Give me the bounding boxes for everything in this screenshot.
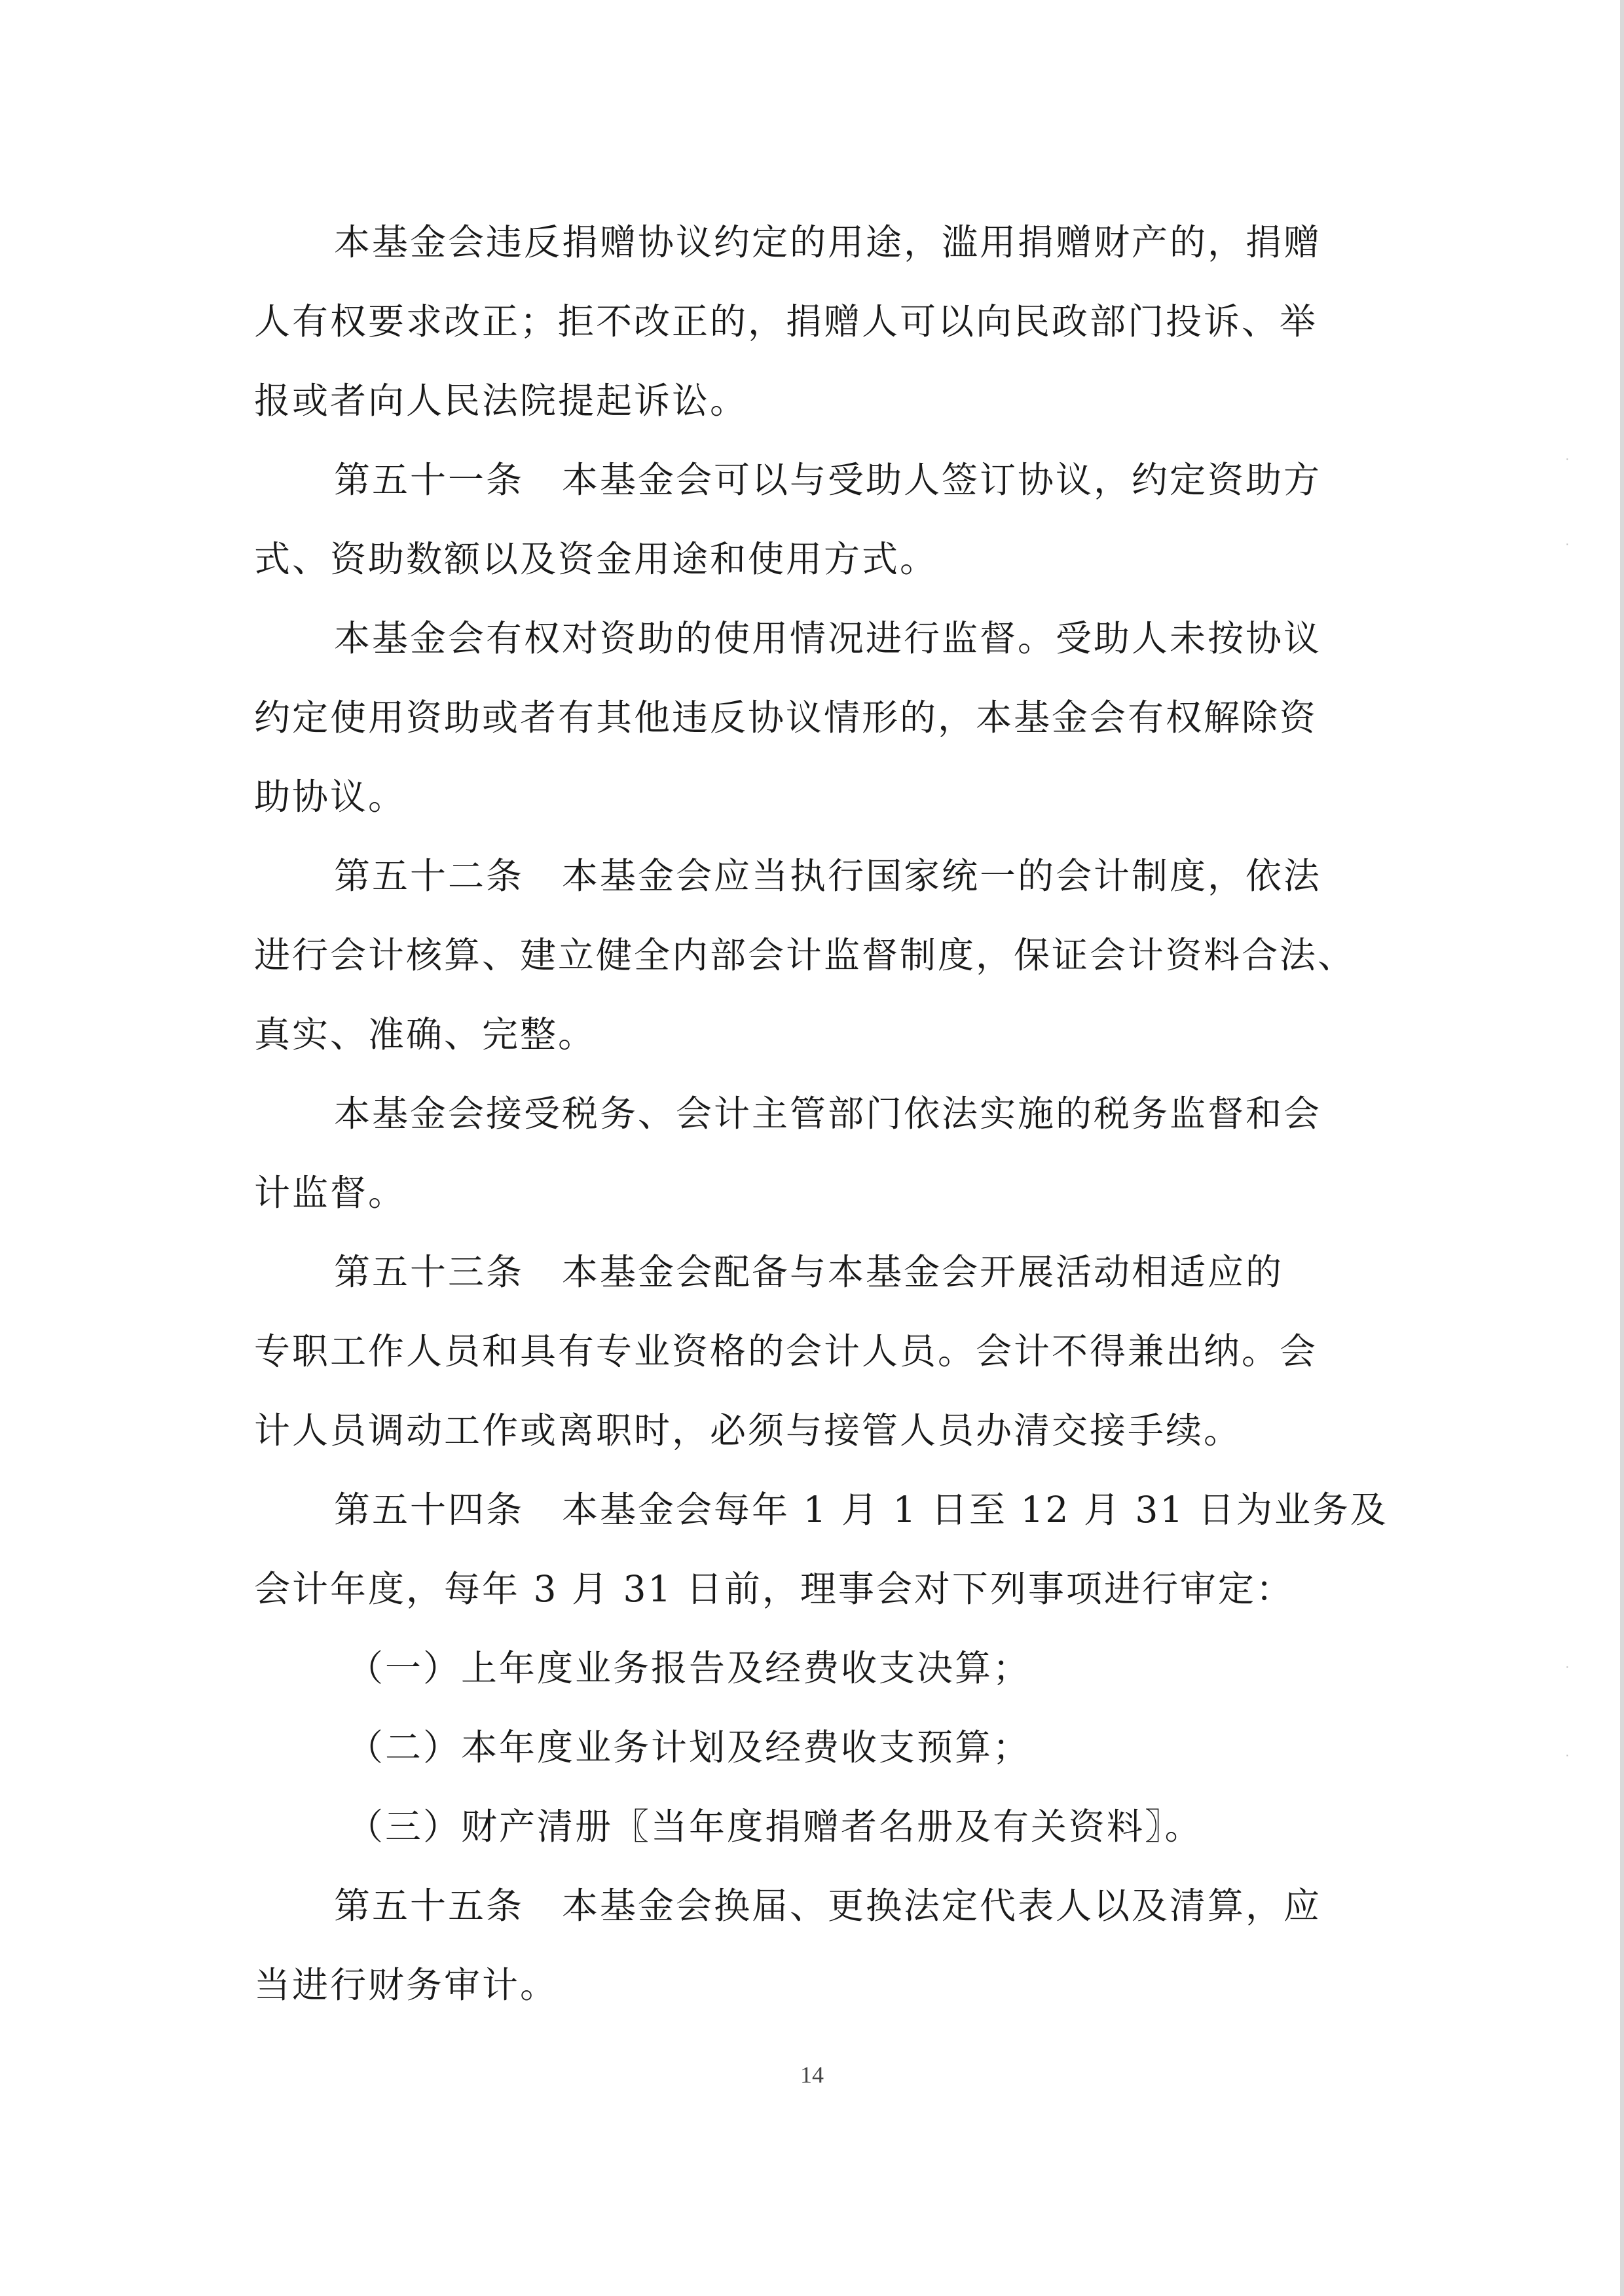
page-number: 14 [800,2062,824,2088]
document-body [254,203,1388,2025]
paragraph-line: 计监督。 [254,1172,407,1214]
article-55-line: 第五十五条 本基金会换届、更换法定代表人以及清算，应 [334,1885,1322,1927]
paragraph-line: 计人员调动工作或离职时，必须与接管人员办清交接手续。 [254,1410,1242,1451]
paragraph-line: 专职工作人员和具有专业资格的会计人员。会计不得兼出纳。会 [254,1330,1318,1372]
paragraph-line: 进行会计核算、建立健全内部会计监督制度，保证会计资料合法、 [254,934,1356,976]
scan-artifact-mark: · [1565,537,1570,551]
scan-artifact-mark: · [1565,452,1570,466]
list-item: （一）上年度业务报告及经费收支决算； [347,1647,1031,1689]
paragraph-line: 本基金会违反捐赠协议约定的用途，滥用捐赠财产的，捐赠 [334,221,1322,263]
paragraph-line: 约定使用资助或者有其他违反协议情形的，本基金会有权解除资 [254,697,1318,738]
article-54-line: 第五十四条 本基金会每年 1 月 1 日至 12 月 31 日为业务及 [334,1489,1388,1531]
article-53-line: 第五十三条 本基金会配备与本基金会开展活动相适应的 [334,1251,1284,1293]
paragraph-line: 真实、准确、完整。 [254,1013,597,1055]
scan-edge [1620,0,1624,2296]
paragraph-line: 人有权要求改正；拒不改正的，捐赠人可以向民政部门投诉、举 [254,301,1318,342]
paragraph-line: 会计年度，每年 3 月 31 日前，理事会对下列事项进行审定： [254,1568,1294,1610]
article-52-line: 第五十二条 本基金会应当执行国家统一的会计制度，依法 [334,855,1322,897]
paragraph-line: 当进行财务审计。 [254,1964,559,2006]
scan-artifact-mark: · [1565,1660,1570,1674]
paragraph-line: 助协议。 [254,776,407,818]
paragraph-line: 本基金会有权对资助的使用情况进行监督。受助人未按协议 [334,617,1322,659]
paragraph-line: 报或者向人民法院提起诉讼。 [254,380,748,422]
paragraph-line: 式、资助数额以及资金用途和使用方式。 [254,538,938,580]
list-item: （二）本年度业务计划及经费收支预算； [347,1726,1031,1768]
scan-artifact-mark: · [1565,1748,1570,1762]
list-item: （三）财产清册〖当年度捐赠者名册及有关资料〗。 [347,1806,1203,1848]
article-51-line: 第五十一条 本基金会可以与受助人签订协议，约定资助方 [334,459,1322,501]
paragraph-line: 本基金会接受税务、会计主管部门依法实施的税务监督和会 [334,1093,1322,1135]
